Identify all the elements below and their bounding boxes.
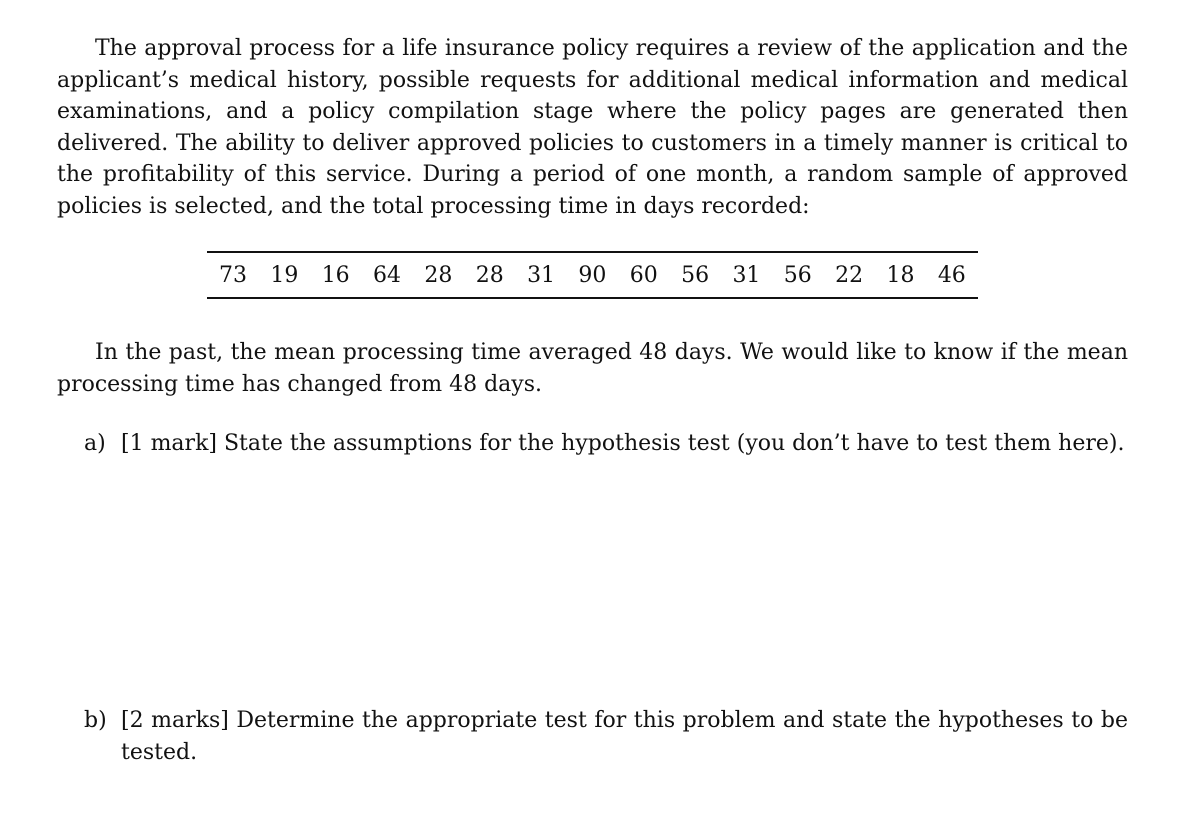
question-a-text: [1 mark] State the assumptions for the hypothesis test (you don’t have to test them here). xyxy=(121,431,1125,456)
data-value: 28 xyxy=(424,262,453,288)
data-value: 31 xyxy=(732,262,761,288)
data-value: 60 xyxy=(629,262,658,288)
data-value: 18 xyxy=(886,262,915,288)
question-a xyxy=(84,428,1128,460)
data-value: 19 xyxy=(270,262,299,288)
data-value: 28 xyxy=(475,262,504,288)
data-value: 73 xyxy=(219,262,247,288)
data-value: 90 xyxy=(578,262,607,288)
data-value: 56 xyxy=(783,262,812,288)
processing-times-table xyxy=(207,251,978,299)
question-b-text: [2 marks] Determine the appropriate test for this problem and state the hypotheses to be tested. xyxy=(121,708,1128,765)
data-value: 31 xyxy=(527,262,556,288)
context-paragraph: In the past, the mean processing time averaged 48 days. We would like to know if the mean processing time has changed from 48 days. xyxy=(57,340,1128,397)
data-value: 22 xyxy=(835,262,864,288)
intro-paragraph: The approval process for a life insurance policy requires a review of the application and the applicant’s medical history, possible requests for additional medical information and medical examinations, and a policy compilation stage where the policy pages are generated then delivered. The ability to deliver approved policies to customers in a timely manner is critical to the profitability of this service. During a period of one month, a random sample of approved policies is selected, and the total processing time in days recorded: xyxy=(57,36,1128,219)
processing-times-row xyxy=(207,253,978,297)
data-value: 64 xyxy=(373,262,402,288)
data-value: 16 xyxy=(321,262,350,288)
question-a-label: a) xyxy=(84,431,106,456)
data-value: 56 xyxy=(681,262,710,288)
question-b-label: b) xyxy=(84,708,107,733)
question-b xyxy=(84,705,1128,768)
data-value: 46 xyxy=(937,262,966,288)
